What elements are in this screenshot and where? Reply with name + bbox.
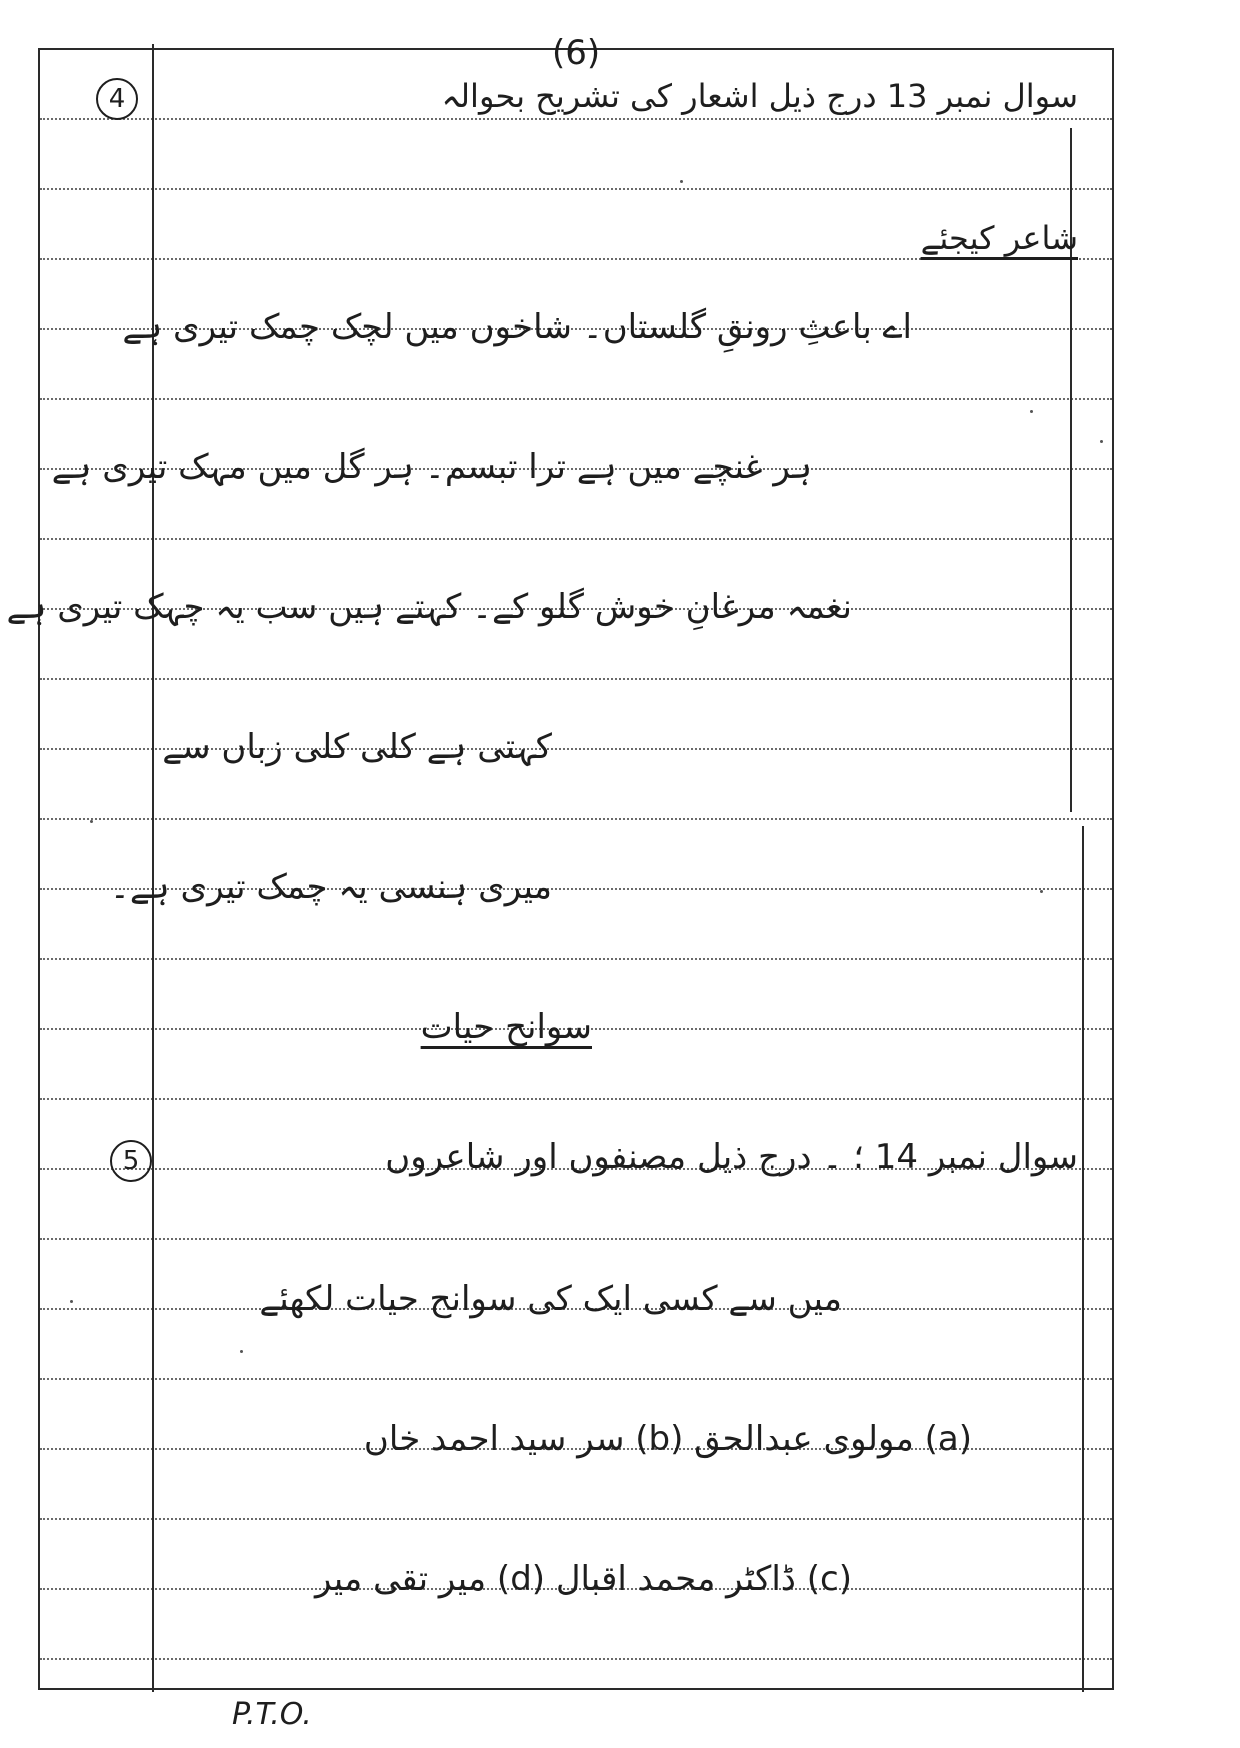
ruled-line — [40, 538, 1112, 540]
section-title: سوانح حیات — [420, 1007, 592, 1047]
notebook-page — [6, 33, 1114, 1690]
verse-line: کہتی ہے کلی کلی زباں سے — [162, 727, 552, 767]
verse-line: اے باعثِ رونقِ گلستاں۔ شاخوں میں لچک چمک تیری ہے — [122, 307, 912, 347]
scan-speck — [1100, 440, 1103, 443]
ruled-line — [40, 188, 1112, 190]
ruled-line — [40, 958, 1112, 960]
question-subheading: شاعر کیجئے — [920, 219, 1078, 257]
ruled-line — [40, 1378, 1112, 1380]
scan-speck — [680, 180, 683, 183]
scan-speck — [1040, 890, 1043, 893]
page-number: (6) — [552, 33, 601, 73]
scan-speck — [1030, 410, 1033, 413]
ruled-line — [40, 118, 1112, 120]
scan-speck — [240, 1350, 243, 1353]
ruled-line — [40, 1518, 1112, 1520]
ruled-line — [40, 818, 1112, 820]
answer-options: (c) ڈاکٹر محمد اقبال (d) میر تقی میر — [315, 1559, 852, 1599]
ruled-line — [40, 258, 1112, 260]
verse-line: میری ہنسی یہ چمک تیری ہے۔ — [109, 867, 552, 907]
ruled-line — [40, 1658, 1112, 1660]
scan-speck — [70, 1300, 73, 1303]
right-margin-line-lower — [1082, 826, 1084, 1692]
question-heading: سوال نمبر 13 درج ذیل اشعار کی تشریح بحوالہ — [441, 77, 1078, 115]
page-footer: P.T.O. — [232, 1697, 312, 1732]
ruled-line — [40, 398, 1112, 400]
verse-line: نغمہ مرغانِ خوش گلو کے۔ کہتے ہیں سب یہ چہک تیری ہے — [6, 587, 852, 627]
question-heading: سوال نمبر 14 ؛ ۔ درج ذیل مصنفوں اور شاعروں — [385, 1137, 1078, 1177]
question-number-badge: 5 — [110, 1140, 152, 1182]
scan-speck — [90, 820, 93, 823]
ruled-line — [40, 1238, 1112, 1240]
ruled-line — [40, 1098, 1112, 1100]
question-number-badge: 4 — [96, 78, 138, 120]
verse-line: ہر غنچے میں ہے ترا تبسم۔ ہر گل میں مہک تیری ہے — [51, 447, 812, 487]
ruled-line — [40, 678, 1112, 680]
answer-options: (a) مولوی عبدالحق (b) سر سید احمد خاں — [363, 1419, 972, 1459]
question-line: میں سے کسی ایک کی سوانح حیات لکھئے — [259, 1279, 842, 1319]
